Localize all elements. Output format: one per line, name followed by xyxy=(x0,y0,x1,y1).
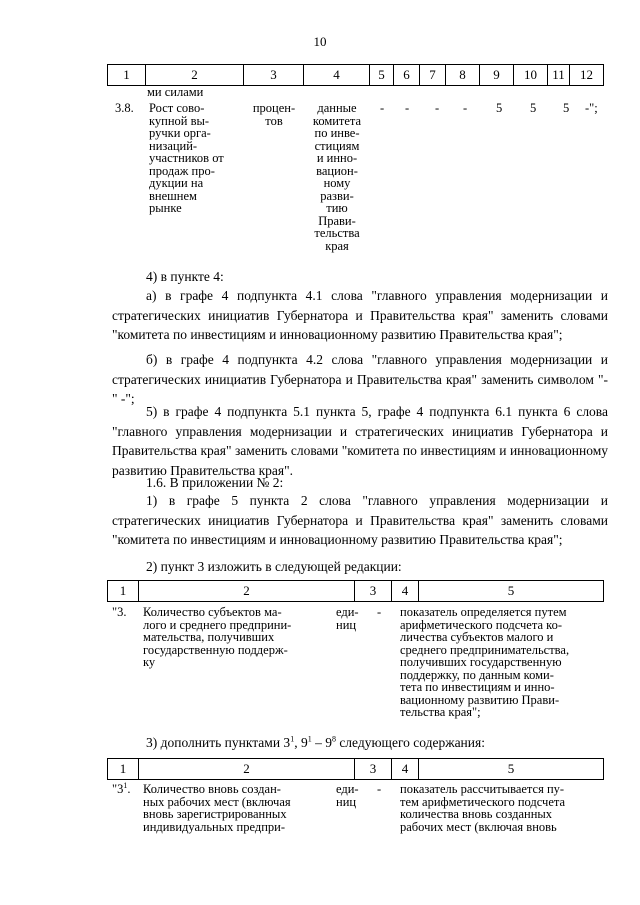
t2-col-2: 2 xyxy=(139,581,355,602)
para-a-text: а) в графе 4 подпункта 4.1 слова "главного управления модернизации и стратегических инициатив Губернатора и Правительства края" заменить словами "комитета по инвестициям и инновационному развитию Правительства края"; xyxy=(112,288,608,342)
t3-num-dot: . xyxy=(127,782,131,796)
value-c6: - xyxy=(405,101,410,115)
para-3-sup3: 8 xyxy=(331,734,336,744)
t3-col-2: 2 xyxy=(139,759,355,780)
para-3-a: 3) дополнить пунктами 3 xyxy=(146,735,291,750)
t2-col-1: 1 xyxy=(108,581,139,602)
t3-col-4: 4 xyxy=(392,759,419,780)
t1-col-8: 8 xyxy=(446,65,480,86)
t1-col-6: 6 xyxy=(394,65,420,86)
para-a xyxy=(112,286,608,345)
t1-col-5: 5 xyxy=(370,65,394,86)
t2-row-number: "3. xyxy=(112,605,127,619)
t3-col-3: 3 xyxy=(355,759,392,780)
para-b xyxy=(112,350,608,409)
value-c9: 5 xyxy=(496,101,503,115)
t3-num: "3 xyxy=(112,782,124,796)
t1-col-4: 4 xyxy=(304,65,370,86)
page-number: 10 xyxy=(313,34,327,49)
t3-description: показатель рассчитывается пу- тем арифметического подсчета количества вновь созданных рабочих мест (включая вновь xyxy=(400,782,566,834)
para-3-sup2: 1 xyxy=(307,734,312,744)
t3-row-number xyxy=(112,780,131,796)
t3-col-1: 1 xyxy=(108,759,139,780)
t1-col-7: 7 xyxy=(420,65,446,86)
para-5-text: 5) в графе 4 подпункта 5.1 пункта 5, графе 4 подпункта 6.1 пункта 6 слова "главного управления модернизации и стратегических инициатив Губернатора и Правительства края" заменить словами "комитета по инвестициям и инновационному развитию Правительства края". xyxy=(112,404,608,478)
value-c12: -"; xyxy=(585,101,598,115)
para-3-d: следующего содержания: xyxy=(335,735,485,750)
t1-col-2: 2 xyxy=(146,65,244,86)
source-cell: данные комитета по инве- стициям и инно- вацион- ному разви- тию Прави- тельства края xyxy=(312,101,362,253)
t2-dash: - xyxy=(377,605,382,619)
value-c5: - xyxy=(380,101,385,115)
value-c10: 5 xyxy=(530,101,537,115)
t2-col-3: 3 xyxy=(355,581,392,602)
para-5 xyxy=(112,402,608,480)
table2-header xyxy=(107,580,604,602)
t1-col-1: 1 xyxy=(108,65,146,86)
t2-description: показатель определяется путем арифметического подсчета ко- личества субъектов малого и среднего предпринимательства, получивших государственную поддержку, по данным коми- тета по инвестициям и инно- вационному развитию Прави- тельства края"; xyxy=(400,605,570,719)
value-c7: - xyxy=(435,101,440,115)
t1-col-11: 11 xyxy=(548,65,570,86)
t3-col-5: 5 xyxy=(419,759,604,780)
para-3-sup1: 1 xyxy=(290,734,295,744)
t3-num-sup: 1 xyxy=(123,780,128,790)
para-1-text: 1) в графе 5 пункта 2 слова "главного управления модернизации и стратегических инициатив Губернатора и Правительства края" заменить словами "комитета по инвестициям и инновационному развитию Правительства края"; xyxy=(112,493,608,547)
carry-over-text: ми силами xyxy=(147,85,204,99)
row-number: 3.8. xyxy=(115,101,134,115)
t2-indicator-name: Количество субъектов ма- лого и среднего предприни- мательства, получивших государственную поддерж- ку xyxy=(143,605,292,669)
para-b-text: б) в графе 4 подпункта 4.2 слова "главного управления модернизации и стратегических инициатив Губернатора и Правительства края" заменить символом "- " -"; xyxy=(112,352,608,406)
t3-dash: - xyxy=(377,782,382,796)
t1-col-3: 3 xyxy=(244,65,304,86)
para-item-4: 4) в пункте 4: xyxy=(146,269,224,284)
para-1-6: 1.6. В приложении № 2: xyxy=(146,475,284,490)
value-c8: - xyxy=(463,101,468,115)
para-2: 2) пункт 3 изложить в следующей редакции: xyxy=(146,559,402,574)
unit-cell: процен- тов xyxy=(252,101,296,128)
t3-indicator-name: Количество вновь создан- ных рабочих мест (включая вновь зарегистрированных индивидуальных предпри- xyxy=(143,782,291,834)
para-3 xyxy=(146,733,485,753)
t2-unit: еди- ниц xyxy=(336,605,359,632)
table3-header xyxy=(107,758,604,780)
t1-col-12: 12 xyxy=(570,65,604,86)
para-3-c: – 9 xyxy=(311,735,332,750)
para-3-b: , 9 xyxy=(294,735,308,750)
t1-col-10: 10 xyxy=(514,65,548,86)
t1-col-9: 9 xyxy=(480,65,514,86)
value-c11: 5 xyxy=(563,101,570,115)
indicator-name: Рост сово- купной вы- ручки орга- низаций- участников от продаж про- дукции на внешнем рынке xyxy=(149,101,224,215)
t3-unit: еди- ниц xyxy=(336,782,359,809)
table1-header xyxy=(107,64,604,86)
t2-col-5: 5 xyxy=(419,581,604,602)
para-1 xyxy=(112,491,608,550)
t2-col-4: 4 xyxy=(392,581,419,602)
